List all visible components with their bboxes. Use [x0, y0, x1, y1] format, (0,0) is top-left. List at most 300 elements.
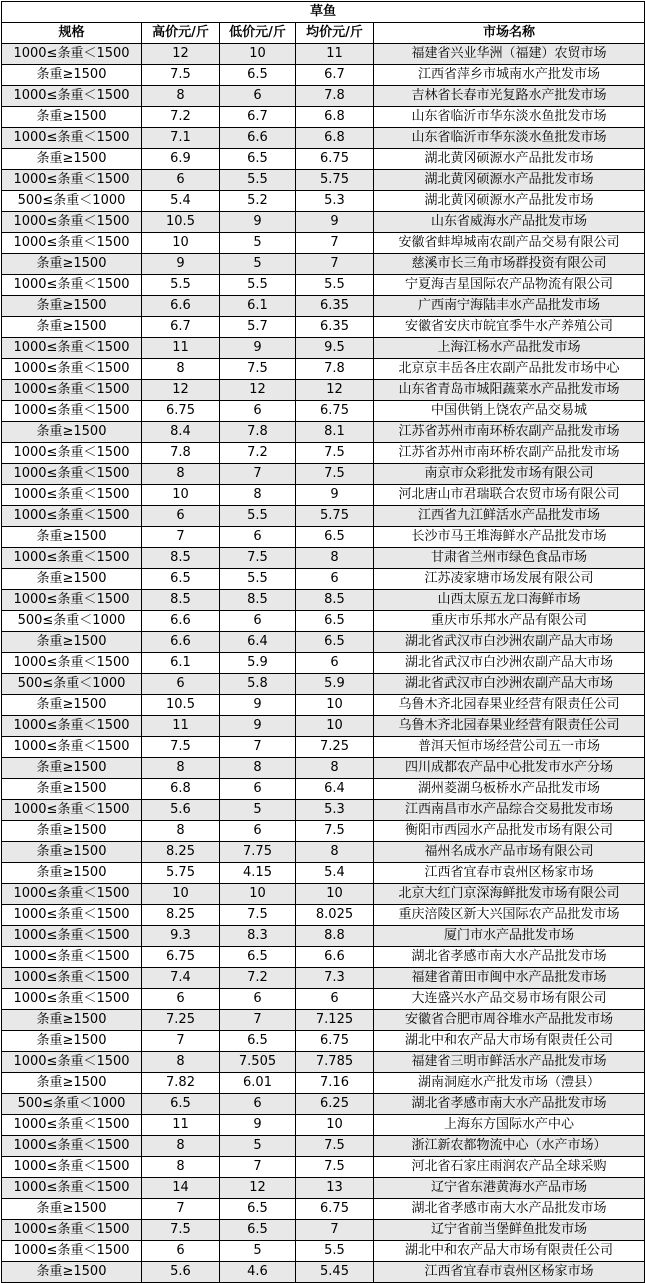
low-price-cell: 6.6: [220, 128, 296, 149]
high-price-cell: 6.7: [142, 317, 220, 338]
market-cell: 重庆市乐邦水产品有限公司: [374, 611, 645, 632]
high-price-cell: 5.4: [142, 191, 220, 212]
low-price-cell: 9: [220, 695, 296, 716]
spec-cell: 条重≥1500: [2, 65, 142, 86]
spec-cell: 1000≤条重＜1500: [2, 86, 142, 107]
avg-price-cell: 7.5: [296, 464, 374, 485]
avg-price-cell: 7.5: [296, 443, 374, 464]
high-price-cell: 8: [142, 86, 220, 107]
low-price-cell: 5: [220, 1136, 296, 1157]
table-row: [2, 317, 645, 338]
spec-cell: 条重≥1500: [2, 1199, 142, 1220]
high-price-cell: 6.6: [142, 632, 220, 653]
market-cell: 甘肃省兰州市绿色食品市场: [374, 548, 645, 569]
table-row: [2, 191, 645, 212]
spec-cell: 条重≥1500: [2, 254, 142, 275]
high-price-cell: 10.5: [142, 212, 220, 233]
market-cell: 湖北黄冈硕源水产品批发市场: [374, 191, 645, 212]
high-price-cell: 8: [142, 758, 220, 779]
market-cell: 湖北省孝感市南大水产品批发市场: [374, 1199, 645, 1220]
avg-price-cell: 9.5: [296, 338, 374, 359]
spec-cell: 条重≥1500: [2, 527, 142, 548]
price-table: [1, 1, 645, 1283]
avg-price-cell: 10: [296, 1115, 374, 1136]
market-cell: 河北唐山市君瑞联合农贸市场有限公司: [374, 485, 645, 506]
avg-price-cell: 6: [296, 989, 374, 1010]
low-price-cell: 9: [220, 212, 296, 233]
table-row: [2, 1052, 645, 1073]
table-row: [2, 422, 645, 443]
low-price-cell: 6: [220, 1094, 296, 1115]
avg-price-cell: 8: [296, 758, 374, 779]
spec-cell: 1000≤条重＜1500: [2, 989, 142, 1010]
table-row: [2, 779, 645, 800]
avg-price-cell: 6.75: [296, 1031, 374, 1052]
high-price-cell: 12: [142, 44, 220, 65]
avg-price-cell: 5.5: [296, 275, 374, 296]
spec-cell: 500≤条重＜1000: [2, 674, 142, 695]
avg-price-cell: 7: [296, 1220, 374, 1241]
header-spec: 规格: [2, 23, 142, 44]
spec-cell: 条重≥1500: [2, 569, 142, 590]
table-row: [2, 632, 645, 653]
table-row: [2, 443, 645, 464]
market-cell: 安徽省蚌埠城南农副产品交易有限公司: [374, 233, 645, 254]
market-cell: 乌鲁木齐北园春果业经营有限责任公司: [374, 716, 645, 737]
high-price-cell: 6.6: [142, 611, 220, 632]
header-avg-price: 均价元/斤: [296, 23, 374, 44]
table-row: [2, 695, 645, 716]
low-price-cell: 8: [220, 758, 296, 779]
avg-price-cell: 7.8: [296, 359, 374, 380]
table-row: [2, 716, 645, 737]
market-cell: 江西省九江鲜活水产品批发市场: [374, 506, 645, 527]
low-price-cell: 4.6: [220, 1262, 296, 1283]
avg-price-cell: 7.5: [296, 1157, 374, 1178]
table-row: [2, 989, 645, 1010]
high-price-cell: 6: [142, 1241, 220, 1262]
header-market-name: 市场名称: [374, 23, 645, 44]
avg-price-cell: 6: [296, 653, 374, 674]
spec-cell: 条重≥1500: [2, 1073, 142, 1094]
high-price-cell: 5.75: [142, 863, 220, 884]
spec-cell: 1000≤条重＜1500: [2, 128, 142, 149]
low-price-cell: 6.01: [220, 1073, 296, 1094]
market-cell: 北京京丰岳各庄农副产品批发市场中心: [374, 359, 645, 380]
low-price-cell: 9: [220, 338, 296, 359]
avg-price-cell: 8: [296, 548, 374, 569]
spec-cell: 条重≥1500: [2, 1010, 142, 1031]
market-cell: 长沙市马王堆海鲜水产品批发市场: [374, 527, 645, 548]
market-cell: 湖州菱湖乌板桥水产品批发市场: [374, 779, 645, 800]
market-cell: 河北省石家庄雨润农产品全球采购: [374, 1157, 645, 1178]
low-price-cell: 7.5: [220, 548, 296, 569]
market-cell: 福建省莆田市闽中水产品批发市场: [374, 968, 645, 989]
table-row: [2, 401, 645, 422]
avg-price-cell: 7.8: [296, 86, 374, 107]
market-cell: 辽宁省东港黄海水产品市场: [374, 1178, 645, 1199]
high-price-cell: 6: [142, 674, 220, 695]
avg-price-cell: 10: [296, 716, 374, 737]
spec-cell: 1000≤条重＜1500: [2, 1136, 142, 1157]
table-row: [2, 506, 645, 527]
header-high-price: 高价元/斤: [142, 23, 220, 44]
table-row: [2, 1136, 645, 1157]
table-row: [2, 653, 645, 674]
table-header-row: [2, 23, 645, 44]
table-row: [2, 1073, 645, 1094]
market-cell: 山东省临沂市华东淡水鱼批发市场: [374, 107, 645, 128]
market-cell: 福州名成水产品市场有限公司: [374, 842, 645, 863]
table-row: [2, 233, 645, 254]
market-cell: 中国供销上饶农产品交易城: [374, 401, 645, 422]
spec-cell: 1000≤条重＜1500: [2, 947, 142, 968]
table-row: [2, 737, 645, 758]
spec-cell: 1000≤条重＜1500: [2, 653, 142, 674]
low-price-cell: 6.5: [220, 149, 296, 170]
spec-cell: 条重≥1500: [2, 632, 142, 653]
low-price-cell: 5.5: [220, 170, 296, 191]
high-price-cell: 6.75: [142, 401, 220, 422]
table-row: [2, 338, 645, 359]
spec-cell: 1000≤条重＜1500: [2, 170, 142, 191]
spec-cell: 1000≤条重＜1500: [2, 905, 142, 926]
spec-cell: 条重≥1500: [2, 1031, 142, 1052]
table-row: [2, 527, 645, 548]
low-price-cell: 6: [220, 821, 296, 842]
high-price-cell: 11: [142, 1115, 220, 1136]
high-price-cell: 8: [142, 1052, 220, 1073]
low-price-cell: 8.3: [220, 926, 296, 947]
table-row: [2, 1262, 645, 1283]
low-price-cell: 7: [220, 1010, 296, 1031]
avg-price-cell: 5.5: [296, 1241, 374, 1262]
spec-cell: 条重≥1500: [2, 842, 142, 863]
high-price-cell: 7.4: [142, 968, 220, 989]
high-price-cell: 5.5: [142, 275, 220, 296]
low-price-cell: 7: [220, 1157, 296, 1178]
spec-cell: 1000≤条重＜1500: [2, 338, 142, 359]
market-cell: 江苏凌家塘市场发展有限公司: [374, 569, 645, 590]
spec-cell: 1000≤条重＜1500: [2, 926, 142, 947]
avg-price-cell: 6.5: [296, 527, 374, 548]
table-row: [2, 884, 645, 905]
low-price-cell: 10: [220, 884, 296, 905]
avg-price-cell: 6.35: [296, 296, 374, 317]
high-price-cell: 10: [142, 233, 220, 254]
avg-price-cell: 7.25: [296, 737, 374, 758]
spec-cell: 1000≤条重＜1500: [2, 800, 142, 821]
high-price-cell: 14: [142, 1178, 220, 1199]
avg-price-cell: 12: [296, 380, 374, 401]
avg-price-cell: 6.8: [296, 107, 374, 128]
table-row: [2, 1010, 645, 1031]
market-cell: 北京大红门京深海鲜批发市场有限公司: [374, 884, 645, 905]
high-price-cell: 6.9: [142, 149, 220, 170]
avg-price-cell: 10: [296, 695, 374, 716]
spec-cell: 1000≤条重＜1500: [2, 1178, 142, 1199]
low-price-cell: 5.5: [220, 275, 296, 296]
market-cell: 乌鲁木齐北园春果业经营有限责任公司: [374, 695, 645, 716]
market-cell: 湖北省孝感市南大水产品批发市场: [374, 1094, 645, 1115]
avg-price-cell: 7.785: [296, 1052, 374, 1073]
low-price-cell: 7.2: [220, 968, 296, 989]
table-title-row: [2, 2, 645, 23]
market-cell: 上海江杨水产品批发市场: [374, 338, 645, 359]
market-cell: 浙江新农都物流中心（水产市场）: [374, 1136, 645, 1157]
high-price-cell: 7.82: [142, 1073, 220, 1094]
low-price-cell: 6.7: [220, 107, 296, 128]
avg-price-cell: 9: [296, 212, 374, 233]
market-cell: 衡阳市西园水产品批发市场有限公司: [374, 821, 645, 842]
table-row: [2, 296, 645, 317]
high-price-cell: 8.25: [142, 905, 220, 926]
market-cell: 江西南昌市水产品综合交易批发市场: [374, 800, 645, 821]
high-price-cell: 7: [142, 1199, 220, 1220]
high-price-cell: 10: [142, 485, 220, 506]
table-row: [2, 149, 645, 170]
avg-price-cell: 6.5: [296, 632, 374, 653]
spec-cell: 1000≤条重＜1500: [2, 275, 142, 296]
high-price-cell: 5.6: [142, 800, 220, 821]
high-price-cell: 8.4: [142, 422, 220, 443]
market-cell: 江苏省苏州市南环桥农副产品批发市场: [374, 443, 645, 464]
high-price-cell: 8: [142, 1157, 220, 1178]
market-cell: 上海东方国际水产中心: [374, 1115, 645, 1136]
high-price-cell: 8.25: [142, 842, 220, 863]
avg-price-cell: 6.35: [296, 317, 374, 338]
table-row: [2, 590, 645, 611]
high-price-cell: 7.1: [142, 128, 220, 149]
low-price-cell: 5.7: [220, 317, 296, 338]
low-price-cell: 5.2: [220, 191, 296, 212]
spec-cell: 条重≥1500: [2, 107, 142, 128]
table-row: [2, 800, 645, 821]
spec-cell: 1000≤条重＜1500: [2, 590, 142, 611]
table-row: [2, 947, 645, 968]
table-row: [2, 821, 645, 842]
avg-price-cell: 7.3: [296, 968, 374, 989]
high-price-cell: 8: [142, 1136, 220, 1157]
table-row: [2, 380, 645, 401]
avg-price-cell: 5.75: [296, 170, 374, 191]
market-cell: 慈溪市长三角市场群投资有限公司: [374, 254, 645, 275]
high-price-cell: 7.8: [142, 443, 220, 464]
high-price-cell: 6.5: [142, 1094, 220, 1115]
market-cell: 厦门市水产品批发市场: [374, 926, 645, 947]
high-price-cell: 10: [142, 884, 220, 905]
table-row: [2, 1199, 645, 1220]
market-cell: 湖南洞庭水产批发市场（澧县）: [374, 1073, 645, 1094]
high-price-cell: 7.5: [142, 1220, 220, 1241]
spec-cell: 1000≤条重＜1500: [2, 1157, 142, 1178]
table-row: [2, 926, 645, 947]
low-price-cell: 12: [220, 1178, 296, 1199]
spec-cell: 1000≤条重＜1500: [2, 737, 142, 758]
low-price-cell: 8: [220, 485, 296, 506]
avg-price-cell: 7.125: [296, 1010, 374, 1031]
table-row: [2, 905, 645, 926]
spec-cell: 1000≤条重＜1500: [2, 1115, 142, 1136]
market-cell: 四川成都农产品中心批发市水产分场: [374, 758, 645, 779]
spec-cell: 1000≤条重＜1500: [2, 464, 142, 485]
spec-cell: 条重≥1500: [2, 149, 142, 170]
avg-price-cell: 8.025: [296, 905, 374, 926]
market-cell: 山东省威海水产品批发市场: [374, 212, 645, 233]
low-price-cell: 6.5: [220, 947, 296, 968]
high-price-cell: 6.1: [142, 653, 220, 674]
high-price-cell: 7.5: [142, 65, 220, 86]
avg-price-cell: 10: [296, 884, 374, 905]
high-price-cell: 7.5: [142, 737, 220, 758]
avg-price-cell: 8.8: [296, 926, 374, 947]
low-price-cell: 7.5: [220, 905, 296, 926]
low-price-cell: 7.2: [220, 443, 296, 464]
spec-cell: 条重≥1500: [2, 863, 142, 884]
market-cell: 山东省临沂市华东淡水鱼批发市场: [374, 128, 645, 149]
table-row: [2, 1157, 645, 1178]
high-price-cell: 5.6: [142, 1262, 220, 1283]
spec-cell: 1000≤条重＜1500: [2, 506, 142, 527]
market-cell: 江西省萍乡市城南水产批发市场: [374, 65, 645, 86]
market-cell: 湖北省孝感市南大水产品批发市场: [374, 947, 645, 968]
avg-price-cell: 13: [296, 1178, 374, 1199]
table-title: 草鱼: [2, 2, 645, 23]
high-price-cell: 6: [142, 506, 220, 527]
table-row: [2, 65, 645, 86]
low-price-cell: 9: [220, 716, 296, 737]
high-price-cell: 6.8: [142, 779, 220, 800]
low-price-cell: 6.1: [220, 296, 296, 317]
market-cell: 宁夏海吉星国际农产品物流有限公司: [374, 275, 645, 296]
market-cell: 山西太原五龙口海鲜市场: [374, 590, 645, 611]
market-cell: 江西省宜春市袁州区杨家市场: [374, 1262, 645, 1283]
table-row: [2, 1178, 645, 1199]
low-price-cell: 8.5: [220, 590, 296, 611]
table-row: [2, 464, 645, 485]
high-price-cell: 6.5: [142, 569, 220, 590]
low-price-cell: 6.5: [220, 1220, 296, 1241]
table-row: [2, 275, 645, 296]
spec-cell: 1000≤条重＜1500: [2, 1052, 142, 1073]
spec-cell: 1000≤条重＜1500: [2, 443, 142, 464]
spec-cell: 1000≤条重＜1500: [2, 716, 142, 737]
table-body: [2, 44, 645, 1283]
low-price-cell: 12: [220, 380, 296, 401]
table-row: [2, 863, 645, 884]
spec-cell: 1000≤条重＜1500: [2, 548, 142, 569]
spec-cell: 1000≤条重＜1500: [2, 1220, 142, 1241]
avg-price-cell: 6: [296, 569, 374, 590]
low-price-cell: 7: [220, 737, 296, 758]
market-cell: 湖北中和农产品大市场有限责任公司: [374, 1241, 645, 1262]
market-cell: 湖北黄冈硕源水产品批发市场: [374, 170, 645, 191]
low-price-cell: 6.5: [220, 65, 296, 86]
market-cell: 重庆涪陵区新大兴国际农产品批发市场: [374, 905, 645, 926]
spec-cell: 1000≤条重＜1500: [2, 359, 142, 380]
table-row: [2, 107, 645, 128]
high-price-cell: 6.6: [142, 296, 220, 317]
low-price-cell: 5.5: [220, 569, 296, 590]
high-price-cell: 9.3: [142, 926, 220, 947]
low-price-cell: 7.8: [220, 422, 296, 443]
avg-price-cell: 9: [296, 485, 374, 506]
spec-cell: 条重≥1500: [2, 695, 142, 716]
high-price-cell: 6.75: [142, 947, 220, 968]
table-row: [2, 254, 645, 275]
spec-cell: 条重≥1500: [2, 779, 142, 800]
spec-cell: 条重≥1500: [2, 1262, 142, 1283]
table-row: [2, 44, 645, 65]
market-cell: 大连盛兴水产品交易市场有限公司: [374, 989, 645, 1010]
market-cell: 安徽省安庆市皖宜季牛水产养殖公司: [374, 317, 645, 338]
market-cell: 湖北黄冈硕源水产品批发市场: [374, 149, 645, 170]
high-price-cell: 8.5: [142, 590, 220, 611]
low-price-cell: 7.75: [220, 842, 296, 863]
table-row: [2, 842, 645, 863]
market-cell: 山东省青岛市城阳蔬菜水产品批发市场: [374, 380, 645, 401]
low-price-cell: 5: [220, 233, 296, 254]
low-price-cell: 6: [220, 86, 296, 107]
avg-price-cell: 6.5: [296, 611, 374, 632]
avg-price-cell: 11: [296, 44, 374, 65]
high-price-cell: 7: [142, 1031, 220, 1052]
low-price-cell: 5.9: [220, 653, 296, 674]
spec-cell: 条重≥1500: [2, 422, 142, 443]
spec-cell: 1000≤条重＜1500: [2, 1241, 142, 1262]
avg-price-cell: 5.3: [296, 800, 374, 821]
avg-price-cell: 7.5: [296, 821, 374, 842]
table-row: [2, 128, 645, 149]
table-row: [2, 359, 645, 380]
market-cell: 吉林省长春市光复路水产批发市场: [374, 86, 645, 107]
avg-price-cell: 8.5: [296, 590, 374, 611]
low-price-cell: 5: [220, 800, 296, 821]
table-row: [2, 758, 645, 779]
table-row: [2, 1031, 645, 1052]
spec-cell: 1000≤条重＜1500: [2, 401, 142, 422]
high-price-cell: 12: [142, 380, 220, 401]
low-price-cell: 7: [220, 464, 296, 485]
table-row: [2, 968, 645, 989]
avg-price-cell: 6.75: [296, 149, 374, 170]
market-cell: 福建省三明市鲜活水产品批发市场: [374, 1052, 645, 1073]
table-row: [2, 611, 645, 632]
market-cell: 普洱天恒市场经营公司五一市场: [374, 737, 645, 758]
spec-cell: 条重≥1500: [2, 821, 142, 842]
market-cell: 南京市众彩批发市场有限公司: [374, 464, 645, 485]
spec-cell: 1000≤条重＜1500: [2, 485, 142, 506]
avg-price-cell: 5.3: [296, 191, 374, 212]
high-price-cell: 6: [142, 989, 220, 1010]
low-price-cell: 6: [220, 779, 296, 800]
avg-price-cell: 7: [296, 233, 374, 254]
table-row: [2, 548, 645, 569]
avg-price-cell: 6.6: [296, 947, 374, 968]
avg-price-cell: 7.5: [296, 1136, 374, 1157]
spec-cell: 1000≤条重＜1500: [2, 380, 142, 401]
low-price-cell: 6: [220, 527, 296, 548]
low-price-cell: 6.4: [220, 632, 296, 653]
table-row: [2, 1241, 645, 1262]
high-price-cell: 11: [142, 716, 220, 737]
table-row: [2, 170, 645, 191]
market-cell: 湖北省武汉市白沙洲农副产品大市场: [374, 653, 645, 674]
market-cell: 江苏省苏州市南环桥农副产品批发市场: [374, 422, 645, 443]
low-price-cell: 9: [220, 1115, 296, 1136]
avg-price-cell: 6.25: [296, 1094, 374, 1115]
avg-price-cell: 8.1: [296, 422, 374, 443]
